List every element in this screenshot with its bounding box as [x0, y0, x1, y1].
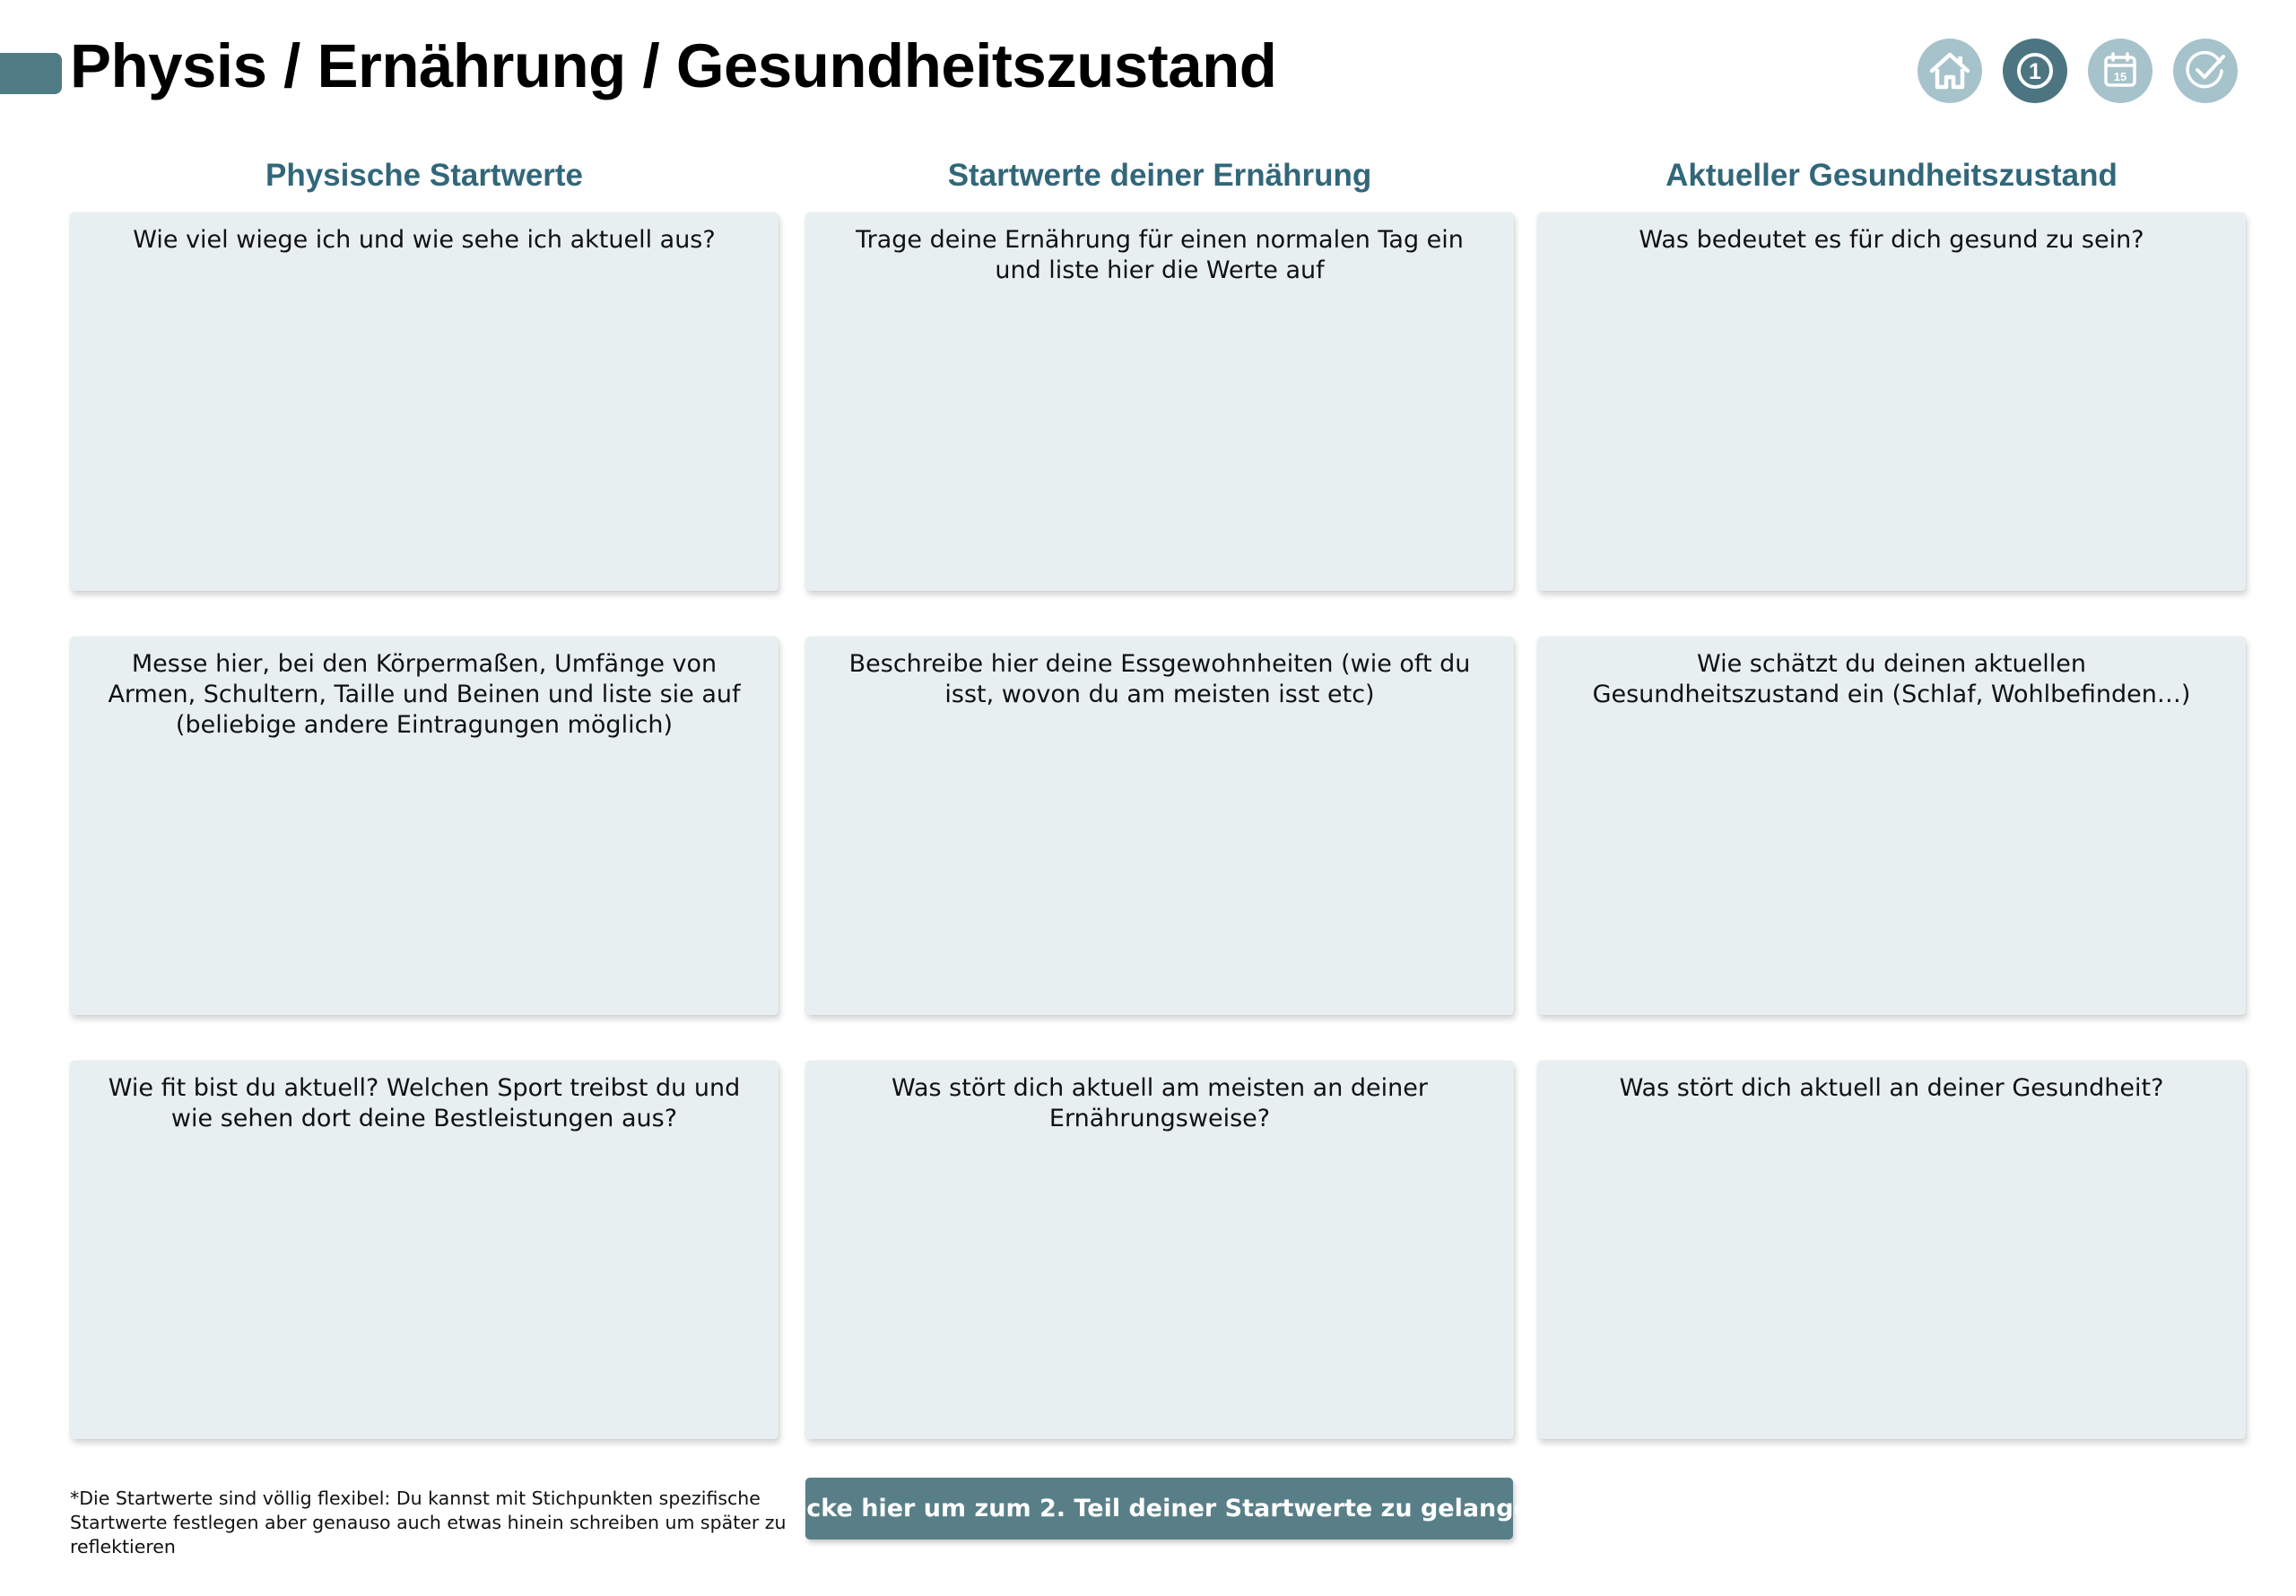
entry-card[interactable] — [805, 1061, 1514, 1439]
next-part-button[interactable]: Klicke hier um zum 2. Teil deiner Startwerte zu gelangen — [805, 1478, 1513, 1540]
column-header: Startwerte deiner Ernährung — [947, 158, 1372, 193]
entry-card[interactable] — [1537, 1061, 2246, 1439]
card-prompt: Was stört dich aktuell an deiner Gesundheit? — [1619, 1074, 2164, 1102]
entry-card[interactable] — [70, 1061, 778, 1439]
page-title: Physis / Ernährung / Gesundheitszustand — [70, 31, 1277, 100]
card-prompt: Wie schätzt du deinen aktuellen Gesundheitszustand ein (Schlaf, Wohlbefinden…) — [1592, 650, 2191, 708]
card-prompt: Messe hier, bei den Körpermaßen, Umfänge von Armen, Schultern, Taille und Beinen und liste sie auf (beliebige andere Eintragungen möglich) — [108, 650, 741, 739]
home-icon[interactable] — [1918, 39, 1982, 103]
card-prompt: Beschreibe hier deine Essgewohnheiten (wie oft du isst, wovon du am meisten isst etc) — [848, 650, 1471, 708]
entry-card[interactable] — [805, 213, 1514, 591]
top-navigation — [1918, 39, 2249, 103]
card-prompt: Trage deine Ernährung für einen normalen Tag ein und liste hier die Werte auf — [856, 226, 1464, 284]
column-header: Physische Startwerte — [265, 158, 584, 193]
check-circle-icon[interactable] — [2173, 39, 2238, 103]
card-prompt: Wie viel wiege ich und wie sehe ich aktuell aus? — [133, 226, 716, 254]
entry-card[interactable] — [1537, 637, 2246, 1015]
calendar-icon[interactable] — [2088, 39, 2152, 103]
footnote: *Die Startwerte sind völlig flexibel: Du kannst mit Stichpunkten spezifische Startwerte festlegen aber genauso auch etwas hinein schreiben um später zu reflektieren — [70, 1488, 787, 1557]
step-number: 1 — [2029, 59, 2041, 84]
step-one-icon[interactable] — [2003, 39, 2067, 103]
entry-card[interactable] — [70, 637, 778, 1015]
entry-card[interactable] — [70, 213, 778, 591]
calendar-day: 15 — [2113, 70, 2127, 83]
entry-card[interactable] — [1537, 213, 2246, 591]
card-prompt: Was bedeutet es für dich gesund zu sein? — [1639, 226, 2144, 254]
card-prompt: Was stört dich aktuell am meisten an deiner Ernährungsweise? — [891, 1074, 1428, 1132]
entry-card[interactable] — [805, 637, 1514, 1015]
card-prompt: Wie fit bist du aktuell? Welchen Sport treibst du und wie sehen dort deine Bestleistungen aus? — [108, 1074, 741, 1132]
title-accent-bar — [0, 53, 62, 94]
column-header: Aktueller Gesundheitszustand — [1665, 158, 2118, 193]
